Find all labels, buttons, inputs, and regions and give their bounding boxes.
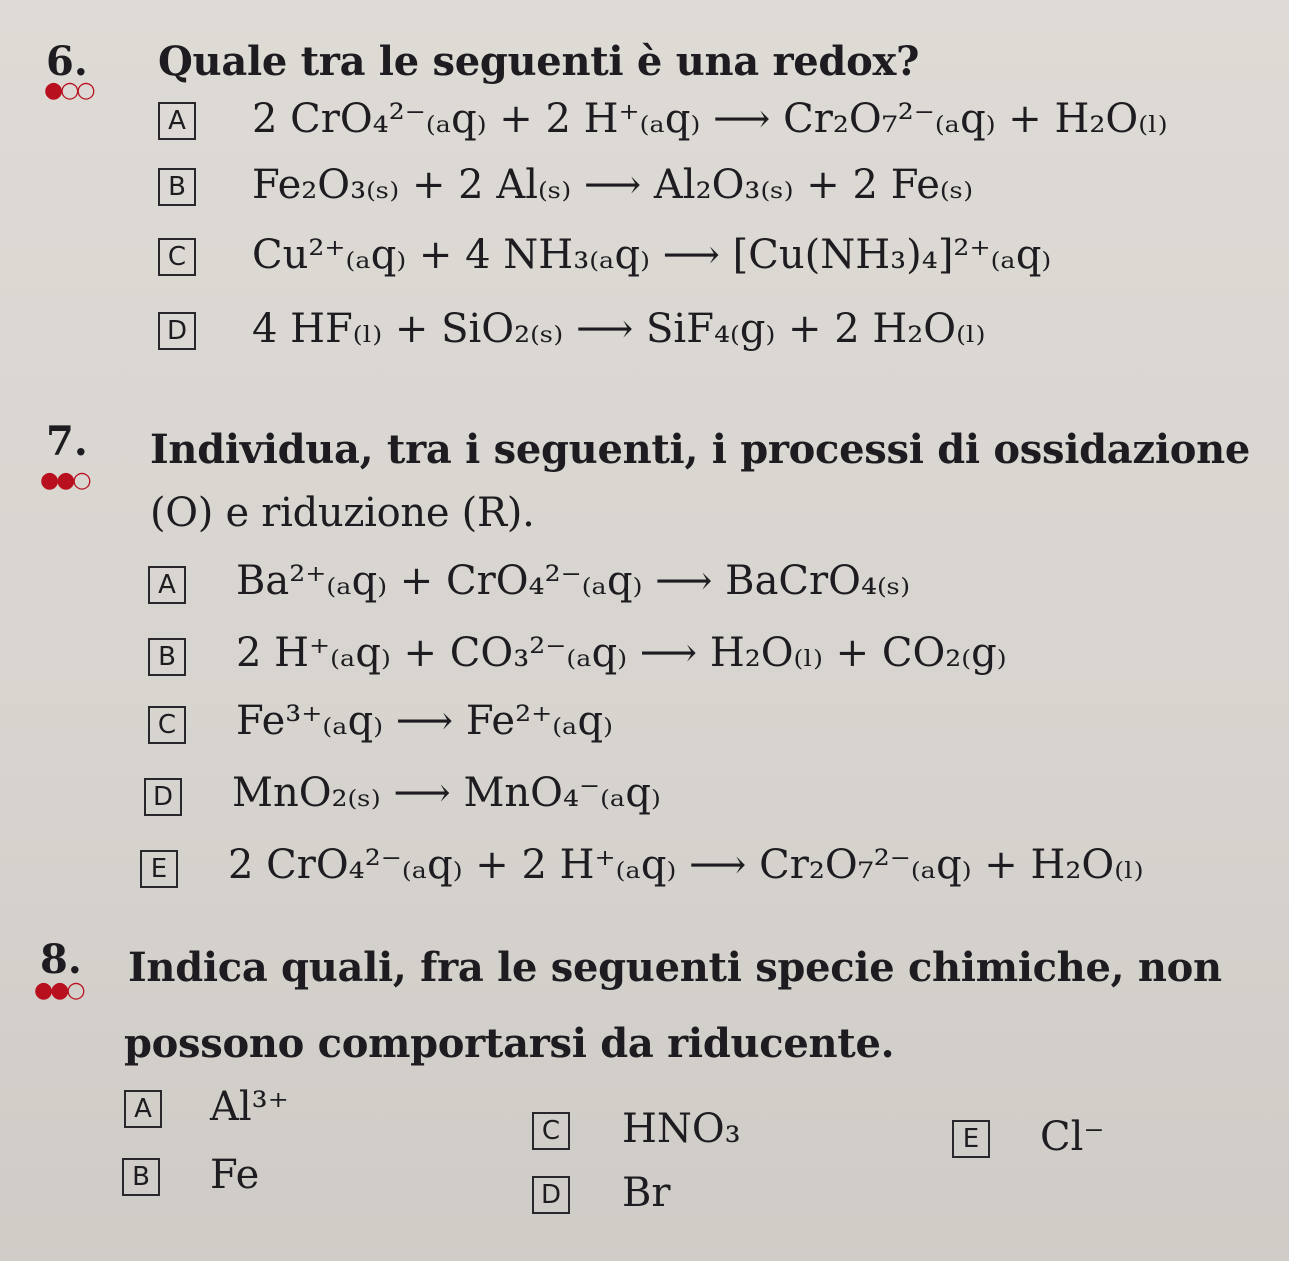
option-letter: D <box>158 312 196 350</box>
q7-option-a-equation[interactable]: Ba²⁺₍ₐq₎ + CrO₄²⁻₍ₐq₎ ⟶ BaCrO₄₍ₛ₎ <box>236 558 911 604</box>
option-letter: A <box>148 566 186 604</box>
option-letter: B <box>158 168 196 206</box>
option-letter: D <box>532 1176 570 1214</box>
q6-option-d-equation[interactable]: 4 HF₍ₗ₎ + SiO₂₍ₛ₎ ⟶ SiF₄₍g₎ + 2 H₂O₍ₗ₎ <box>252 306 986 352</box>
q6-option-a-equation[interactable]: 2 CrO₄²⁻₍ₐq₎ + 2 H⁺₍ₐq₎ ⟶ Cr₂O₇²⁻₍ₐq₎ + H₂O₍ₗ₎ <box>252 96 1168 142</box>
question-7-text-line2: (O) e riduzione (R). <box>150 490 535 536</box>
question-6-number: 6. <box>46 38 88 85</box>
q7-option-b-equation[interactable]: 2 H⁺₍ₐq₎ + CO₃²⁻₍ₐq₎ ⟶ H₂O₍ₗ₎ + CO₂₍g₎ <box>236 630 1007 676</box>
option-letter: A <box>158 102 196 140</box>
option-letter: E <box>952 1120 990 1158</box>
option-letter: A <box>124 1090 162 1128</box>
question-8-text-line1: Indica quali, fra le seguenti specie chimiche, non <box>128 944 1222 991</box>
question-8-number: 8. <box>40 936 82 983</box>
question-6-text: Quale tra le seguenti è una redox? <box>158 38 920 85</box>
q8-option-e-species[interactable]: Cl⁻ <box>1040 1114 1105 1160</box>
option-letter: C <box>158 238 196 276</box>
q7-option-c-equation[interactable]: Fe³⁺₍ₐq₎ ⟶ Fe²⁺₍ₐq₎ <box>236 698 613 744</box>
q6-option-b-equation[interactable]: Fe₂O₃₍ₛ₎ + 2 Al₍ₛ₎ ⟶ Al₂O₃₍ₛ₎ + 2 Fe₍ₛ₎ <box>252 162 974 208</box>
q8-option-b-species[interactable]: Fe <box>210 1152 260 1198</box>
option-letter: E <box>140 850 178 888</box>
question-7-text-line1: Individua, tra i seguenti, i processi di ossidazione <box>150 426 1251 473</box>
question-8-text-line2: possono comportarsi da riducente. <box>124 1020 895 1067</box>
option-letter: C <box>148 706 186 744</box>
question-7-number: 7. <box>46 418 88 465</box>
q7-option-e-equation[interactable]: 2 CrO₄²⁻₍ₐq₎ + 2 H⁺₍ₐq₎ ⟶ Cr₂O₇²⁻₍ₐq₎ + H₂O₍ₗ₎ <box>228 842 1144 888</box>
option-letter: B <box>148 638 186 676</box>
difficulty-indicator: ●○○ <box>44 78 93 103</box>
difficulty-indicator: ●●○ <box>40 468 89 493</box>
option-letter: D <box>144 778 182 816</box>
difficulty-indicator: ●●○ <box>34 978 83 1003</box>
option-letter: C <box>532 1112 570 1150</box>
q6-option-c-equation[interactable]: Cu²⁺₍ₐq₎ + 4 NH₃₍ₐq₎ ⟶ [Cu(NH₃)₄]²⁺₍ₐq₎ <box>252 232 1052 278</box>
q8-option-c-species[interactable]: HNO₃ <box>622 1106 741 1152</box>
q7-option-d-equation[interactable]: MnO₂₍ₛ₎ ⟶ MnO₄⁻₍ₐq₎ <box>232 770 661 816</box>
q8-option-a-species[interactable]: Al³⁺ <box>210 1084 289 1130</box>
q8-option-d-species[interactable]: Br <box>622 1170 671 1216</box>
option-letter: B <box>122 1158 160 1196</box>
